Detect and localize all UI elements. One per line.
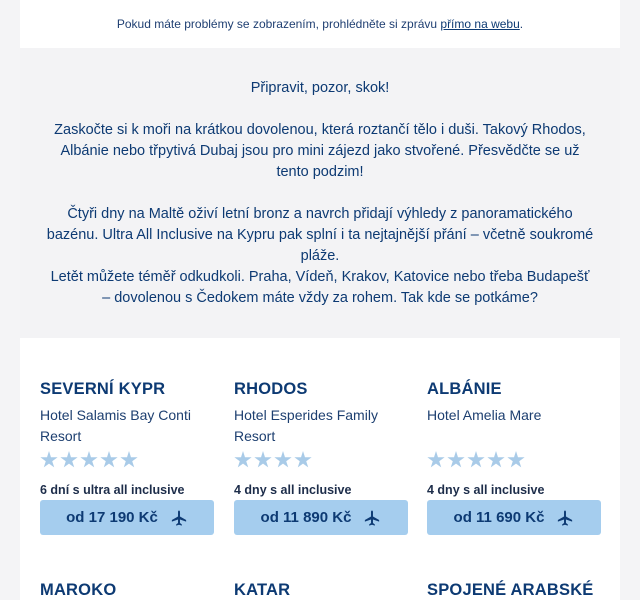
star-icon — [100, 451, 118, 469]
star-icon — [40, 451, 58, 469]
plane-icon — [363, 509, 381, 527]
intro-heading: Připravit, pozor, skok! — [250, 80, 390, 96]
star-icon — [294, 451, 312, 469]
destination-title: MAROKO — [40, 581, 117, 599]
star-icon — [467, 451, 485, 469]
notice-text: Pokud máte problémy se zobrazením, prohlédněte si zprávu — [116, 17, 438, 31]
price-button[interactable] — [427, 500, 601, 535]
offer-card — [427, 581, 617, 600]
hotel-name: Hotel Esperides Family Resort — [234, 407, 378, 444]
rating-stars — [427, 451, 607, 473]
offers-grid — [20, 338, 620, 600]
price-label: od 17 190 Kč — [66, 509, 158, 526]
intro-paragraph-2: Čtyři dny na Maltě oživí letní bronz a navrch přidají výhledy z panoramatického bazénu. Ultra All Inclusive na Kypru pak splní i ta nejtajnější přání – včetně soukromé pláže. — [46, 206, 594, 264]
price-button[interactable] — [234, 500, 408, 535]
star-icon — [120, 451, 138, 469]
offer-card — [427, 380, 607, 535]
star-icon — [80, 451, 98, 469]
notice-end: . — [519, 17, 524, 31]
star-icon — [507, 451, 525, 469]
intro-section — [20, 48, 620, 338]
view-online-bar — [20, 0, 620, 48]
star-icon — [234, 451, 252, 469]
star-icon — [274, 451, 292, 469]
destination-title: RHODOS — [234, 380, 308, 398]
offer-card — [40, 380, 220, 535]
star-icon — [427, 451, 445, 469]
hotel-name: Hotel Salamis Bay Conti Resort — [40, 407, 191, 444]
star-icon — [487, 451, 505, 469]
hotel-name: Hotel Amelia Mare — [427, 407, 542, 423]
rating-stars — [40, 451, 220, 473]
star-icon — [447, 451, 465, 469]
intro-paragraph-3: Letět můžete téměř odkudkoli. Praha, Vídeň, Krakov, Katovice nebo třeba Budapešť – dovolenou s Čedokem máte vždy za rohem. Tak kde se potkáme? — [50, 269, 590, 306]
price-label: od 11 890 Kč — [260, 509, 352, 526]
star-icon — [60, 451, 78, 469]
offer-card — [234, 380, 414, 535]
plane-icon — [170, 509, 188, 527]
offer-card — [234, 581, 414, 600]
destination-title: KATAR — [234, 581, 291, 599]
star-icon — [254, 451, 272, 469]
stay-info: 6 dní s ultra all inclusive — [40, 483, 185, 497]
offer-card — [40, 581, 220, 600]
price-button[interactable] — [40, 500, 214, 535]
view-on-web-link[interactable]: přímo na webu — [440, 17, 520, 31]
rating-stars — [234, 451, 414, 473]
price-label: od 11 690 Kč — [453, 509, 545, 526]
plane-icon — [556, 509, 574, 527]
destination-title: SEVERNÍ KYPR — [40, 380, 166, 398]
stay-info: 4 dny s all inclusive — [234, 483, 352, 497]
destination-title: ALBÁNIE — [427, 380, 502, 398]
intro-paragraph-1: Zaskočte si k moři na krátkou dovolenou, která roztančí tělo i duši. Takový Rhodos, Albánie nebo třpytivá Dubaj jsou pro mini zájezd jako stvořené. Přesvědčte se už tento podzim! — [54, 122, 586, 180]
stay-info: 4 dny s all inclusive — [427, 483, 545, 497]
destination-title: SPOJENÉ ARABSKÉ — [427, 581, 594, 599]
